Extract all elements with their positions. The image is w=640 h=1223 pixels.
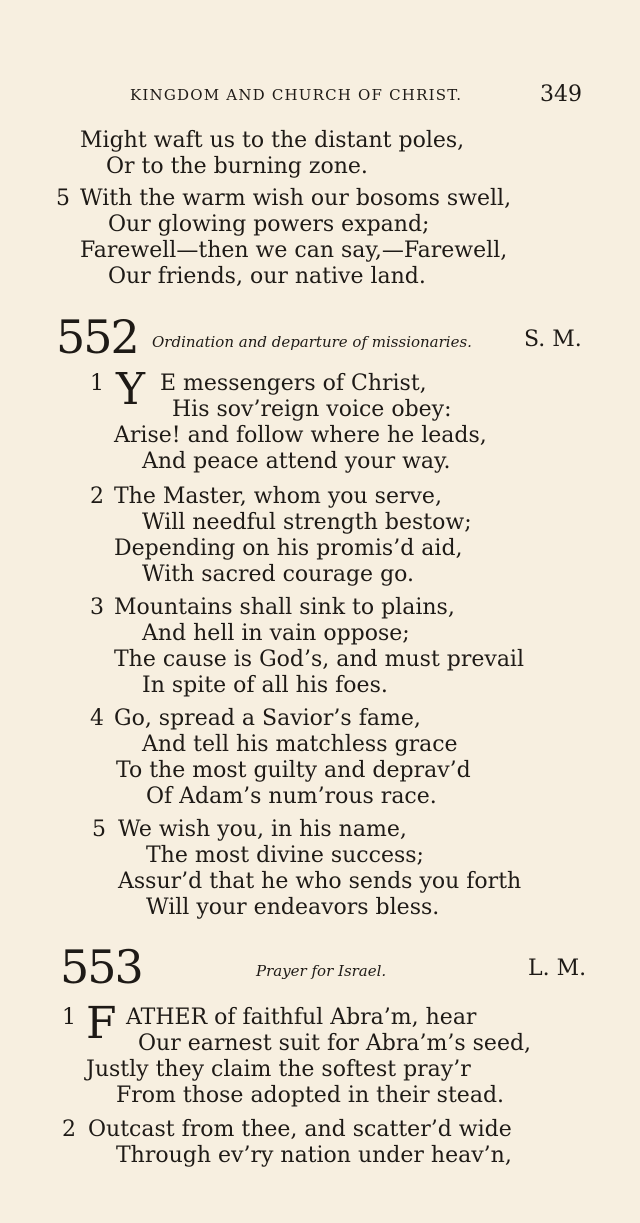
- verse-line: Arise! and follow where he leads,: [114, 423, 487, 448]
- verse-line: Farewell—then we can say,—Farewell,: [80, 238, 508, 263]
- verse-line: And hell in vain oppose;: [142, 621, 410, 646]
- verse-line: With sacred courage go.: [142, 562, 415, 587]
- hymn-number: 553: [60, 940, 142, 994]
- carryover-line: Might waft us to the distant poles,: [80, 128, 465, 153]
- verse-line: With the warm wish our bosoms swell,: [80, 186, 512, 211]
- verse-line: We wish you, in his name,: [118, 817, 407, 842]
- verse-line: E messengers of Christ,: [160, 371, 427, 396]
- verse-line: Our friends, our native land.: [108, 264, 426, 289]
- verse-line: Will your endeavors bless.: [146, 895, 440, 920]
- verse-line: His sov’reign voice obey:: [172, 397, 452, 422]
- hymn-number: 552: [56, 310, 138, 364]
- verse-number: 5: [56, 186, 70, 211]
- verse-number: 1: [90, 371, 104, 396]
- verse-line: Of Adam’s num’rous race.: [146, 784, 437, 809]
- hymn-subject: Prayer for Israel.: [256, 962, 387, 980]
- verse-number: 2: [90, 484, 104, 509]
- verse-line: From those adopted in their stead.: [116, 1083, 505, 1108]
- verse-line: Our earnest suit for Abra’m’s seed,: [138, 1031, 532, 1056]
- verse-line: Mountains shall sink to plains,: [114, 595, 455, 620]
- verse-line: And tell his matchless grace: [142, 732, 458, 757]
- verse-line: Through ev’ry nation under heav’n,: [116, 1143, 512, 1168]
- verse-line: Outcast from thee, and scatter’d wide: [88, 1117, 512, 1142]
- verse-line: The Master, whom you serve,: [114, 484, 442, 509]
- verse-line: Go, spread a Savior’s fame,: [114, 706, 421, 731]
- verse-number: 4: [90, 706, 104, 731]
- drop-cap: Y: [116, 364, 146, 415]
- verse-line: ATHER of faithful Abra’m, hear: [126, 1005, 477, 1030]
- verse-line: Justly they claim the softest pray’r: [86, 1057, 471, 1082]
- verse-line: Assur’d that he who sends you forth: [118, 869, 522, 894]
- carryover-line: Or to the burning zone.: [106, 154, 368, 179]
- verse-number: 5: [92, 817, 106, 842]
- hymn-meter: L. M.: [528, 956, 587, 981]
- verse-line: In spite of all his foes.: [142, 673, 388, 698]
- verse-line: Depending on his promis’d aid,: [114, 536, 463, 561]
- drop-cap: F: [86, 998, 117, 1049]
- verse-number: 3: [90, 595, 104, 620]
- verse-line: To the most guilty and deprav’d: [116, 758, 471, 783]
- page-number: 349: [540, 82, 582, 107]
- hymn-meter: S. M.: [524, 327, 582, 352]
- verse-line: And peace attend your way.: [142, 449, 451, 474]
- hymn-subject: Ordination and departure of missionaries.: [152, 333, 472, 351]
- running-title: KINGDOM AND CHURCH OF CHRIST.: [130, 86, 463, 104]
- verse-line: The most divine success;: [146, 843, 424, 868]
- verse-line: Will needful strength bestow;: [142, 510, 472, 535]
- verse-line: The cause is God’s, and must prevail: [114, 647, 525, 672]
- verse-number: 1: [62, 1005, 76, 1030]
- verse-number: 2: [62, 1117, 76, 1142]
- verse-line: Our glowing powers expand;: [108, 212, 430, 237]
